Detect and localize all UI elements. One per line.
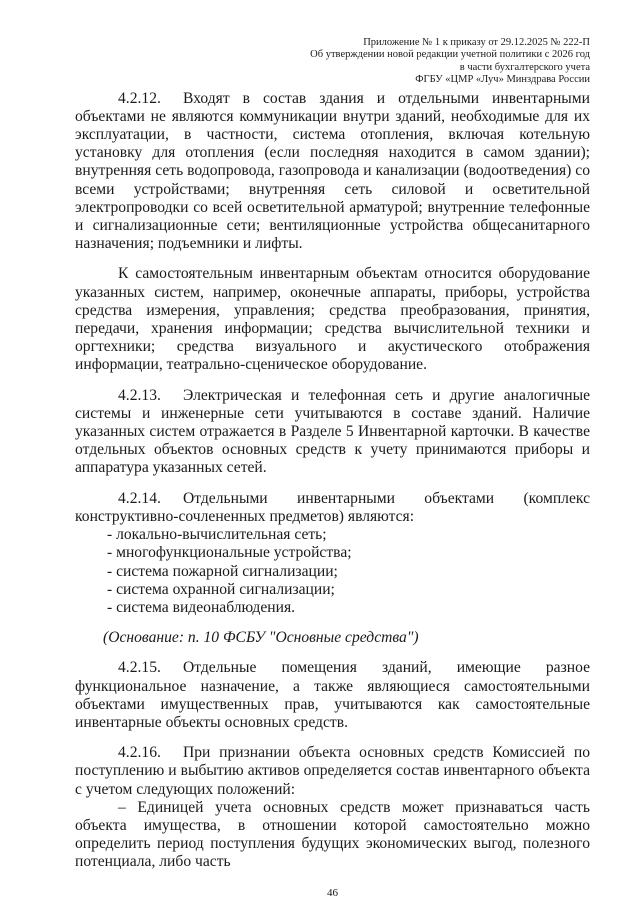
basis-reference: (Основание: п. 10 ФСБУ "Основные средства") bbox=[103, 629, 419, 647]
section-4-2-14 bbox=[75, 490, 590, 526]
section-text: Отдельные помещения зданий, имеющие разное функциональное назначение, а также являющиеся самостоятельными объектами имущественных прав, учитываются как самостоятельные инвентарные объекты основных средств. bbox=[75, 659, 590, 731]
section-text: Электрическая и телефонная сеть и другие аналогичные системы и инженерные сети учитываются в составе зданий. Наличие указанных систем отражается в Разделе 5 Инвентарной карточки. В качестве отдельных объектов основных средств к учету принимаются приборы и аппаратура указанных сетей. bbox=[75, 386, 590, 477]
section-4-2-12-continuation: К самостоятельным инвентарным объектам относится оборудование указанных систем, например, оконечные аппараты, приборы, устройства средства измерения, управления; средства преобразования, принятия, передачи, хранения информации; средства вычислительной техники и оргтехники; средства визуального и акустического отображения информации, театрально-сценическое оборудование. bbox=[75, 265, 590, 374]
section-number: 4.2.15. bbox=[118, 659, 161, 677]
section-number: 4.2.12. bbox=[118, 89, 161, 107]
paragraph-gap bbox=[75, 617, 590, 629]
section-4-2-13 bbox=[75, 387, 590, 478]
list-item: - система видеонаблюдения. bbox=[107, 598, 296, 616]
paragraph-gap bbox=[75, 253, 590, 265]
header-line-title: Об утверждении новой редакции учетной политики с 2026 год bbox=[310, 49, 590, 61]
paragraph-gap bbox=[75, 732, 590, 744]
paragraph-gap bbox=[75, 647, 590, 659]
section-4-2-15 bbox=[75, 659, 590, 732]
document-header bbox=[310, 37, 590, 87]
header-line-organization: ФГБУ «ЦМР «Луч» Минздрава России bbox=[415, 74, 590, 86]
list-item: - система пожарной сигнализации; bbox=[107, 562, 338, 580]
document-body bbox=[75, 90, 590, 872]
list-item: - локально-вычислительная сеть; bbox=[107, 526, 327, 544]
paragraph-gap bbox=[75, 375, 590, 387]
header-line-order: Приложение № 1 к приказу от 29.12.2025 № 222-П bbox=[363, 37, 590, 48]
section-number: 4.2.14. bbox=[118, 489, 161, 507]
dash-list-item: – Единицей учета основных средств может признаваться часть объекта имущества, в отношении которой самостоятельно можно определить период поступления будущих экономических выгод, полезного потенциала, либо часть bbox=[75, 798, 590, 871]
section-text: Входят в состав здания и отдельными инвентарными объектами не являются коммуникации внутри зданий, необходимые для их эксплуатации, в частности, система отопления, включая котельную установку для отопления (если последняя находится в самом здании); внутренняя сеть водопровода, газопровода и канализации (водоотведения) со всеми устройствами; внутренняя сеть силовой и осветительной электропроводки со всей осветительной арматурой; внутренние телефонные и сигнализационные сети; вентиляционные устройства общесанитарного назначения; подъемники и лифты. bbox=[75, 89, 590, 253]
list-item: - многофункциональные устройства; bbox=[107, 544, 352, 562]
section-4-2-12 bbox=[75, 90, 590, 254]
section-text: Отдельными инвентарными объектами (комплекс конструктивно-сочлененных предметов) являются: bbox=[75, 489, 590, 525]
page-spacer bbox=[75, 872, 590, 886]
paragraph-gap bbox=[75, 478, 590, 490]
section-4-2-16 bbox=[75, 744, 590, 799]
page-number: 46 bbox=[327, 886, 338, 899]
list-item: - система охранной сигнализации; bbox=[107, 580, 335, 598]
section-number: 4.2.16. bbox=[118, 744, 161, 762]
section-number: 4.2.13. bbox=[118, 386, 161, 404]
section-4-2-14-list bbox=[75, 526, 590, 617]
header-line-scope: в части бухгалтерского учета bbox=[459, 61, 590, 73]
section-text: При признании объекта основных средств Комиссией по поступлению и выбытию активов определяется состав инвентарного объекта с учетом следующих положений: bbox=[75, 744, 590, 798]
